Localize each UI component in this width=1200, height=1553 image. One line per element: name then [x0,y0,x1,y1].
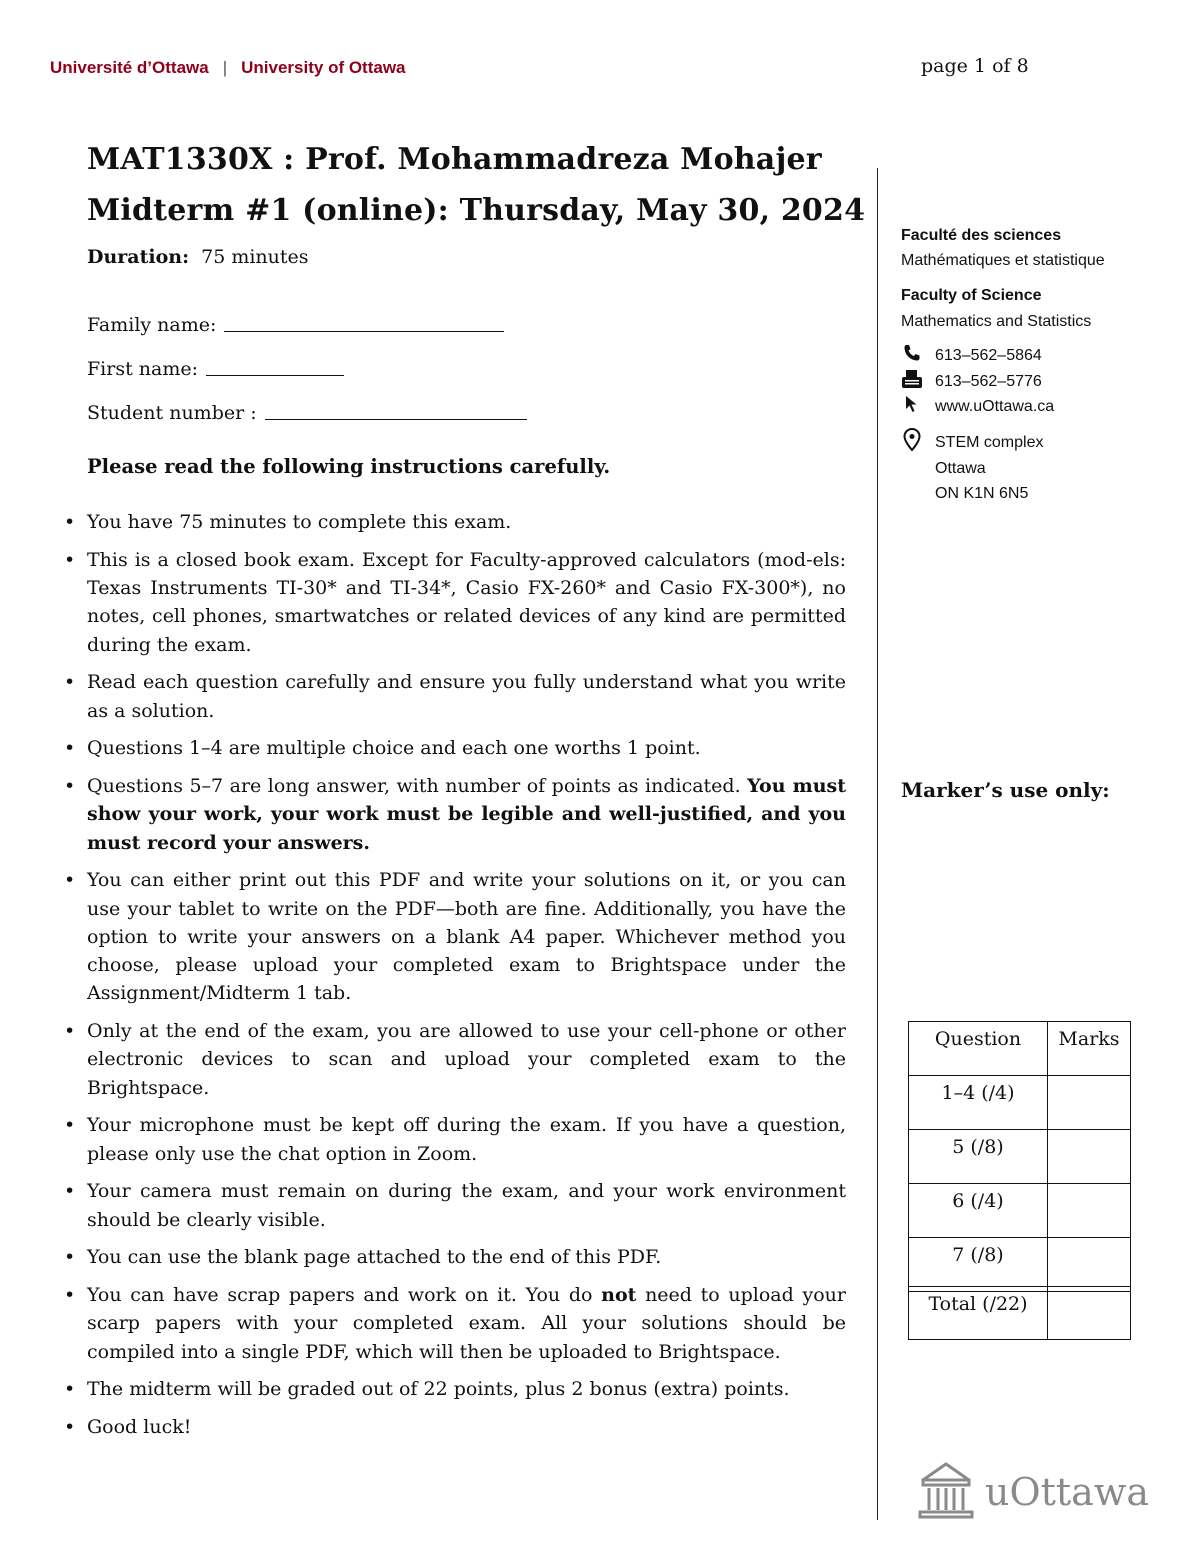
faculty-name-fr: Faculté des sciences [901,227,1062,244]
instructions-heading: Please read the following instructions carefully. [87,455,611,478]
list-item-emphasis: not [601,1284,637,1307]
contact-web [899,395,1054,418]
address-line: ON K1N 6N5 [935,485,1029,502]
university-header [50,58,406,78]
table-row [909,1130,1131,1184]
university-name-fr: Université d’Ottawa [50,58,209,77]
list-item: • This is a closed book exam. Except for Faculty-approved calculators (mod-els: Texas Instruments TI-30* and TI-34*, Casio FX-260* and Casio FX-300*), no notes, cell phones, smartwatches or related devices of any kind are permitted during the exam. [62,546,846,659]
fax-icon [899,369,925,394]
student-number-blank[interactable] [265,418,527,420]
list-item [62,772,846,857]
duration-value: 75 minutes [201,246,309,268]
list-item-emphasis: You must show your work, your work must be legible and well-justified, and you must record your answers. [87,774,846,854]
list-item: • Your microphone must be kept off during the exam. If you have a question, please only use the chat option in Zoom. [62,1111,846,1168]
contact-address [899,428,1043,507]
list-item: • You can use the blank page attached to the end of this PDF. [62,1243,846,1271]
student-number-label: Student number : [87,402,257,424]
list-item: • Your camera must remain on during the exam, and your work environment should be clearly visible. [62,1177,846,1234]
university-building-icon [917,1458,975,1526]
logo-wordmark: uOttawa [985,1470,1150,1514]
table-row-total [909,1287,1131,1340]
list-item: • You can either print out this PDF and write your solutions on it, or you can use your tablet to write on the PDF—both are fine. Additionally, you have the option to write your answers on a blank A4 paper. Whichever method you choose, please upload your completed exam to Brightspace under the Assignment/Midterm 1 tab. [62,866,846,1007]
marks-cell[interactable] [1048,1184,1131,1238]
family-name-blank[interactable] [224,330,504,332]
fax-number: 613–562–5776 [935,372,1042,390]
exam-duration [87,246,309,268]
list-item: • Questions 1–4 are multiple choice and each one worths 1 point. [62,734,846,762]
table-row [909,1184,1131,1238]
header-separator: | [222,58,228,77]
table-row [909,1076,1131,1130]
duration-label: Duration: [87,246,190,268]
marks-cell[interactable] [1048,1238,1131,1292]
list-item: • Read each question carefully and ensure you fully understand what you write as a solution. [62,668,846,725]
table-row [909,1238,1131,1292]
list-item: • Good luck! [62,1413,846,1441]
list-item [62,1281,846,1366]
list-item-text: You can have scrap papers and work on it. You do [87,1284,602,1307]
exam-title: MAT1330X : Prof. Mohammadreza Mohajer [87,142,822,177]
cursor-pointer-icon [899,395,925,418]
total-label: Total (/22) [909,1287,1048,1340]
markers-use-label: Marker’s use only: [901,778,1110,802]
address-block [935,430,1043,507]
department-name-en: Mathematics and Statistics [901,313,1092,330]
question-cell: 5 (/8) [909,1130,1048,1184]
address-line: STEM complex [935,434,1044,451]
marks-cell[interactable] [1048,1130,1131,1184]
location-pin-icon [899,428,925,457]
total-marks-cell[interactable] [1048,1287,1131,1340]
question-cell: 7 (/8) [909,1238,1048,1292]
list-item: • The midterm will be graded out of 22 points, plus 2 bonus (extra) points. [62,1375,846,1403]
list-item-text: need to upload your scarp papers with your completed exam. All your solutions should be compiled into a single PDF, which will then be uploaded to Brightspace. [87,1284,846,1363]
contact-phone [899,343,1042,368]
department-name-fr: Mathématiques et statistique [901,252,1105,269]
question-cell: 1–4 (/4) [909,1076,1048,1130]
contact-fax [899,369,1042,394]
family-name-field[interactable] [87,314,504,336]
exam-subtitle: Midterm #1 (online): Thursday, May 30, 2024 [87,193,866,228]
address-line: Ottawa [935,459,986,477]
student-number-field[interactable] [87,402,527,424]
column-header-marks: Marks [1048,1022,1131,1076]
page-number: page 1 of 8 [921,55,1029,77]
university-name-en: University of Ottawa [241,58,406,77]
total-table [908,1286,1131,1340]
first-name-field[interactable] [87,358,344,380]
first-name-label: First name: [87,358,198,380]
marks-table [908,1021,1131,1292]
family-name-label: Family name: [87,314,217,336]
list-item: • Only at the end of the exam, you are allowed to use your cell-phone or other electronic devices to scan and upload your completed exam to the Brightspace. [62,1017,846,1102]
faculty-name-en: Faculty of Science [901,287,1042,304]
instructions-list [62,508,846,1451]
list-item: • You have 75 minutes to complete this exam. [62,508,846,536]
list-item-text: Questions 5–7 are long answer, with number of points as indicated. [87,774,748,797]
phone-icon [899,343,925,368]
website-link[interactable]: www.uOttawa.ca [935,397,1055,415]
sidebar-divider [877,168,878,1520]
uottawa-logo [917,1458,1149,1526]
first-name-blank[interactable] [206,374,344,376]
phone-number: 613–562–5864 [935,346,1042,364]
table-header-row [909,1022,1131,1076]
column-header-question: Question [909,1022,1048,1076]
marks-cell[interactable] [1048,1076,1131,1130]
question-cell: 6 (/4) [909,1184,1048,1238]
